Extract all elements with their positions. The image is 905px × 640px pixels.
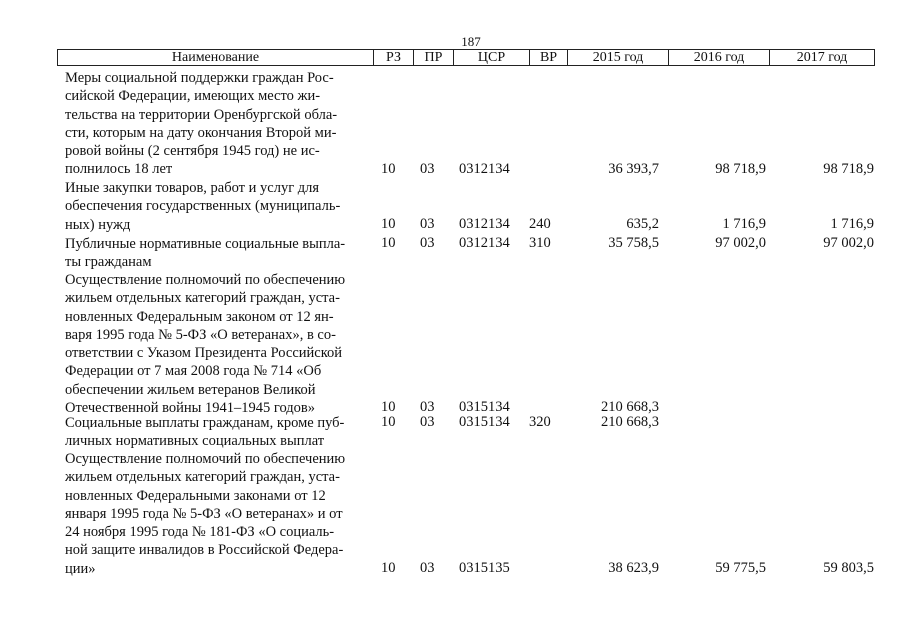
cell-y2016: 59 775,5 — [715, 559, 766, 576]
cell-vr: 320 — [529, 414, 551, 430]
row-name-line: личных нормативных социальных выплат — [65, 433, 325, 450]
row-name — [65, 235, 365, 272]
cell-csr: 0312134 — [459, 215, 510, 232]
cell-csr: 0315134 — [459, 414, 510, 430]
column-header-csr: ЦСР — [454, 50, 530, 65]
cell-y2016: 1 716,9 — [722, 215, 766, 232]
row-name-line: новленных Федеральным законом от 12 ян- — [65, 308, 334, 325]
row-name-line: Иные закупки товаров, работ и услуг для — [65, 180, 320, 196]
row-name-line: Федерации от 7 мая 2008 года № 714 «Об — [65, 363, 322, 380]
cell-vr: 310 — [529, 235, 551, 251]
column-header-vr: ВР — [530, 50, 568, 65]
cell-rz: 10 — [381, 215, 396, 232]
row-name — [65, 414, 365, 451]
cell-y2015: 35 758,5 — [608, 235, 659, 251]
row-name-line: жильем отдельных категорий граждан, уста- — [65, 290, 340, 307]
row-name-line: Публичные нормативные социальные выпла- — [65, 236, 346, 252]
row-name-line: жильем отдельных категорий граждан, уста- — [65, 469, 340, 486]
row-name-line: января 1995 года № 5-ФЗ «О ветеранах» и от — [65, 505, 343, 522]
cell-csr: 0315135 — [459, 559, 510, 576]
row-name-line: тельства на территории Оренбургской обла- — [65, 106, 338, 123]
row-name-line: обеспечении жильем ветеранов Великой — [65, 381, 316, 398]
cell-pr: 03 — [420, 414, 435, 430]
cell-csr: 0312134 — [459, 160, 510, 177]
column-header-rz: РЗ — [374, 50, 414, 65]
cell-y2015: 210 668,3 — [601, 399, 659, 416]
cell-pr: 03 — [420, 235, 435, 251]
cell-rz: 10 — [381, 160, 396, 177]
cell-y2016: 97 002,0 — [715, 235, 766, 251]
row-name-line: варя 1995 года № 5-ФЗ «О ветеранах», в со- — [65, 326, 336, 343]
column-header-2016: 2016 год — [669, 50, 770, 65]
cell-rz: 10 — [381, 235, 396, 251]
cell-y2017: 59 803,5 — [823, 559, 874, 576]
cell-y2016: 98 718,9 — [715, 160, 766, 177]
page-number: 187 — [461, 34, 481, 49]
row-name-line: Осуществление полномочий по обеспечению — [65, 451, 346, 467]
row-name-line: ции» — [65, 560, 96, 577]
cell-y2017: 1 716,9 — [830, 215, 874, 232]
column-header-pr: ПР — [414, 50, 454, 65]
cell-y2015: 210 668,3 — [601, 414, 659, 430]
row-name — [65, 179, 365, 234]
row-name-line: ных) нужд — [65, 216, 131, 233]
row-name-line: новленных Федеральными законами от 12 — [65, 487, 326, 504]
row-name-line: Социальные выплаты гражданам, кроме пуб- — [65, 415, 345, 431]
row-name-line: ответствии с Указом Президента Российской — [65, 345, 343, 362]
cell-vr: 240 — [529, 215, 551, 232]
row-name-line: Меры социальной поддержки граждан Рос- — [65, 70, 334, 86]
cell-rz: 10 — [381, 559, 396, 576]
row-name-line: ты гражданам — [65, 254, 152, 271]
row-name-line: 24 ноября 1995 года № 181-ФЗ «О социаль- — [65, 524, 335, 541]
table-header — [57, 49, 875, 66]
cell-y2017: 97 002,0 — [823, 235, 874, 251]
column-header-2015: 2015 год — [568, 50, 669, 65]
row-name-line: обеспечения государственных (муниципаль- — [65, 198, 341, 215]
row-name-line: Осуществление полномочий по обеспечению — [65, 272, 346, 288]
row-name-line: ной защите инвалидов в Российской Федера- — [65, 542, 344, 559]
column-header-2017: 2017 год — [796, 50, 848, 65]
cell-y2017: 98 718,9 — [823, 160, 874, 177]
row-name-line: сийской Федерации, имеющих место жи- — [65, 88, 321, 105]
cell-pr: 03 — [420, 559, 435, 576]
column-header-name: Наименование — [58, 50, 374, 65]
row-name-line: полнилось 18 лет — [65, 161, 173, 178]
row-name — [65, 450, 365, 578]
cell-y2015: 635,2 — [626, 215, 659, 232]
cell-y2015: 38 623,9 — [608, 559, 659, 576]
cell-csr: 0312134 — [459, 235, 510, 251]
cell-pr: 03 — [420, 160, 435, 177]
row-name-line: ровой войны (2 сентября 1945 год) не ис- — [65, 143, 320, 160]
cell-pr: 03 — [420, 215, 435, 232]
row-name — [65, 69, 365, 179]
row-name-line: сти, которым на дату окончания Второй ми- — [65, 124, 337, 141]
row-name — [65, 271, 365, 417]
cell-rz: 10 — [381, 399, 396, 416]
cell-pr: 03 — [420, 399, 435, 416]
row-name-line: Отечественной войны 1941–1945 годов» — [65, 400, 315, 417]
cell-y2015: 36 393,7 — [608, 160, 659, 177]
cell-csr: 0315134 — [459, 399, 510, 416]
cell-rz: 10 — [381, 414, 396, 430]
